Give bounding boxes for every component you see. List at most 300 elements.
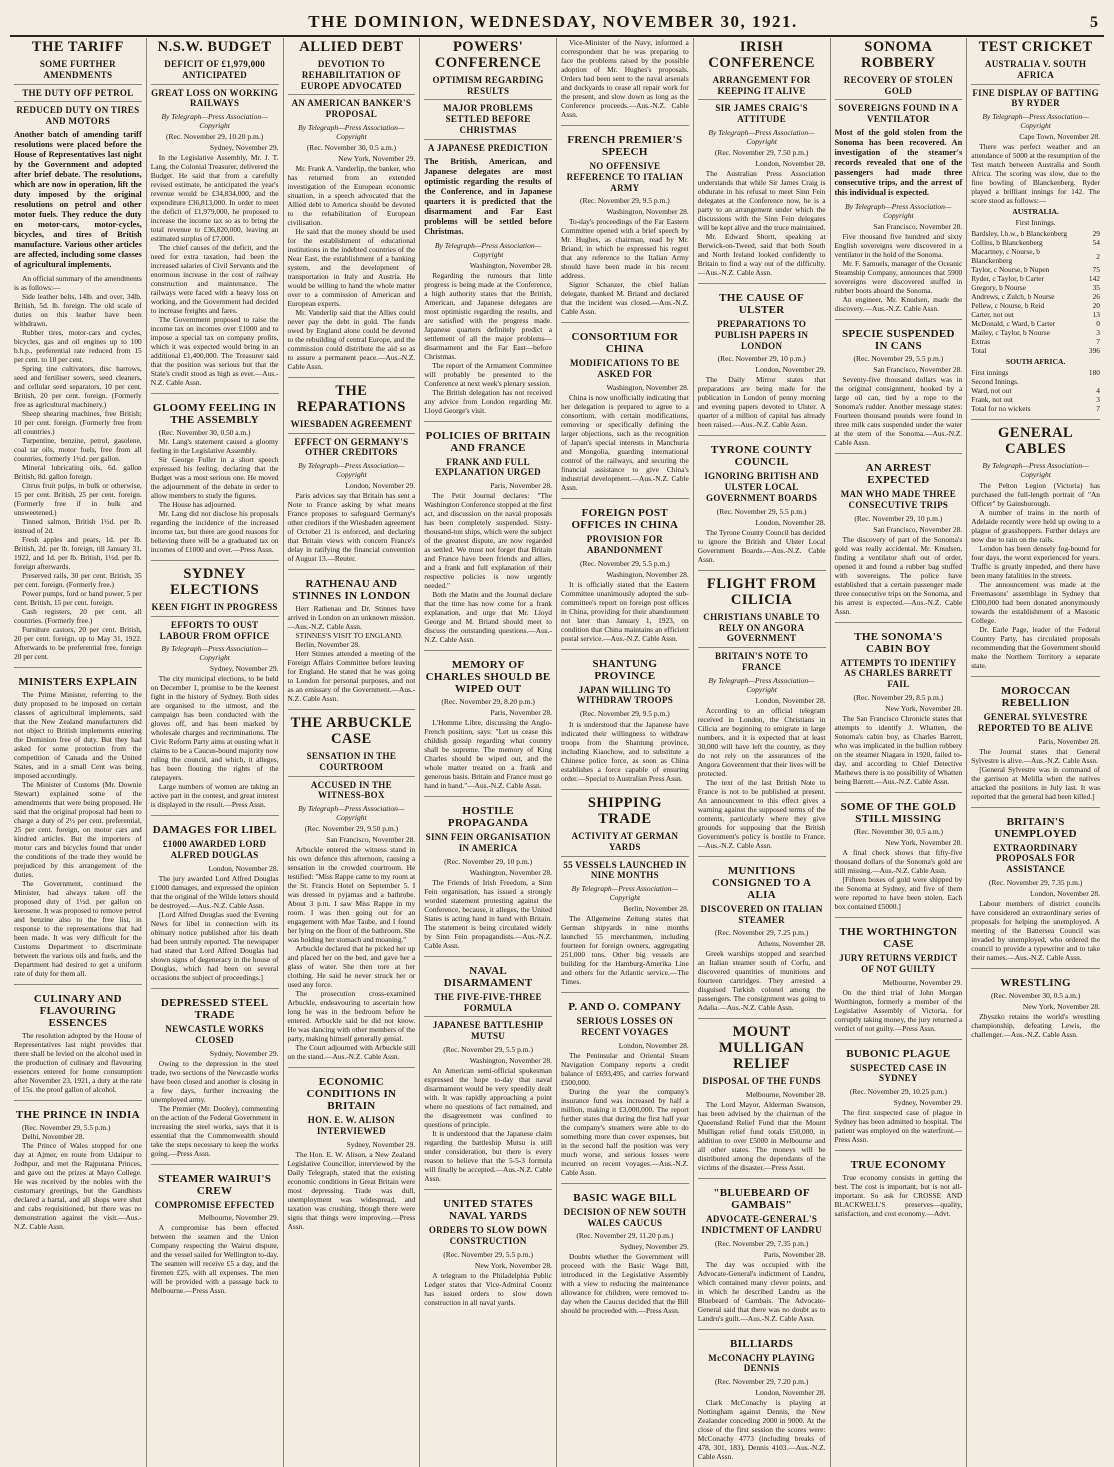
place-date: Paris, November 28. xyxy=(490,708,552,718)
sub-headline: SUSPECTED CASE IN SYDNEY xyxy=(850,1062,947,1084)
batsman: Ward, not out xyxy=(971,386,1012,396)
article-headline: CULINARY AND FLAVOURING ESSENCES xyxy=(33,992,122,1029)
body-paragraph: The report of the Armament Committee will probably be presented to the Conference at next week's plenary session. xyxy=(424,360,552,388)
body-paragraph: The day was occupied with the Advocate-General's indictment of Landru, which contained many clever points, and in which he described Landru as the Bluebeard of Gambais. The Advocate-General said that there was no doubt as to Landru's guilt.—Aus.-N.Z. Cable Assn. xyxy=(697,1259,826,1323)
place-date: Melbourne, November 28. xyxy=(745,1089,826,1099)
dateline: By Telegraph—Press Association—Copyright xyxy=(982,461,1089,479)
place-date: Sydney, November 29. xyxy=(346,1139,416,1149)
place-date: Sydney, November 29. xyxy=(209,1048,279,1058)
body-paragraph: Furniture castors, 20 per cent. British, 20 per cent. foreign, up to May 31, 1922. Afterwards to be preferential free, foreign 20 per cent. xyxy=(14,624,142,661)
received-time: (Rec. November 29, 9.5 p.m.) xyxy=(579,196,670,206)
body-paragraph: Vice-Minister of the Navy, informed a correspondent that he was preparing to face the problems raised by the possible adoption of Mr. Hughes's proposals. Orders had been sent to the naval arsenals and dockyards to cease all repair work for the present, and slow down as long as the Conference proceeds.—Aus.-N.Z. Cable Assn. xyxy=(561,38,689,119)
article xyxy=(971,419,1100,670)
score-row xyxy=(971,265,1100,274)
body-paragraph: Side leather belts, 14lb. and over, 34lb. British, 5d. lb. foreign. The old scale of duties on this leather have been withdrawn. xyxy=(14,291,142,328)
article xyxy=(971,968,1100,1039)
article-headline: POLICIES OF BRITAIN AND FRANCE xyxy=(425,429,551,454)
article-headline: FRENCH PREMIER'S SPEECH xyxy=(567,134,683,158)
article-headline: NAVAL DISARMAMENT xyxy=(443,964,533,989)
body-paragraph: The Minister of Customs (Mr. Downie Stewart) explained some of the amendments that were being proposed. He said that the original proposal had been to charge a duty of 2½ per cent. preferential, 25 per cent. foreign, on motor cars and kindred articles. But the importers of motor cars and bicycles found that under the conditions of the trade they would be prejudiced by this arrangement of the duties. xyxy=(14,779,142,879)
received-time: (Rec. November 29, 10 p.m.) xyxy=(444,856,533,866)
score-row xyxy=(971,386,1100,395)
article xyxy=(151,40,279,387)
received-time: (Rec. November 29, 10.20 p.m.) xyxy=(165,132,264,142)
article xyxy=(561,1183,689,1316)
article-headline: P. AND O. COMPANY xyxy=(568,1001,682,1014)
body-paragraph: The Peninsular and Oriental Steam Navigation Company reports a credit balance of £693,495, and carries forward £500,000. xyxy=(561,1050,689,1087)
article xyxy=(424,650,552,790)
runs: 180 xyxy=(1088,368,1100,378)
sub-headline: DISCOVERED ON ITALIAN STEAMER xyxy=(700,903,823,925)
article xyxy=(151,560,279,809)
article xyxy=(561,498,689,643)
place-date: Athens, November 28. xyxy=(757,939,826,949)
body-paragraph: It is understood that the Japanese claim regarding the battleship Mutsu is still under consideration, but there is every reason to believe that the 5-5-3 formula will finally be accepted.—Aus.-N.Z. Cable Assn. xyxy=(424,1129,552,1184)
place-date: London, November 28. xyxy=(755,517,826,527)
article-headline: TRUE ECONOMY xyxy=(850,1159,947,1172)
sub-headline: SIR JAMES CRAIG'S ATTITUDE xyxy=(698,99,826,125)
body-paragraph: [Fifteen boxes of gold were shipped by the Sonoma at Sydney, and five of them were reported to have been stolen. Each box contained £5000.] xyxy=(834,875,963,912)
body-paragraph: The Prime Minister, referring to the duty proposed to be imposed on certain classes of agricultural implements, said that the New Zealand manufacturers did not object to British implements entering the Dominion free of duty. But they had asked for some protection from the competition of Canada and the United States, and in a small Cent was being imposed accordingly. xyxy=(14,689,142,780)
article xyxy=(14,1100,142,1231)
body-paragraph: The discovery of part of the Sonoma's gold was really accidental. Mr. Knudsen, finding a ventilator shaft out of order, opened it and found a rubber bag stuffed with sovereigns. The police have established that a certain passenger made three consecutive trips on the Sonoma, and his arrest is expected.—Aus.-N.Z. Cable Assn. xyxy=(834,534,963,616)
body-paragraph: Signor Schanzer, the chief Italian delegate, thanked M. Briand and declared that the incident was closed.—Aus.-N.Z. Cable Assn. xyxy=(561,280,689,317)
sub-headline: SENSATION IN THE COURTROOM xyxy=(306,751,397,772)
received-time: (Rec. November 29, 7.20 p.m.) xyxy=(714,1377,809,1387)
received-time: (Rec. November 29, 10 p.m.) xyxy=(717,354,806,364)
sub-headline: ATTEMPTS TO IDENTIFY AS CHARLES BARRETT FAIL xyxy=(840,657,957,690)
runs: 26 xyxy=(1092,292,1100,302)
place-date: New York, November 28. xyxy=(885,704,963,714)
dateline: By Telegraph—Press Association—Copyright xyxy=(982,112,1089,131)
body-paragraph: Tinned salmon, British 1½d. per lb. instead of 2d. xyxy=(14,516,142,535)
body-paragraph: Arbuckle entered the witness stand in his own defence this afternoon, causing a sensation in the crowded courtroom. He testified: "Miss Rappe came to my room at the St. Francis Hotel on September 5. I was dressed in pyjamas and a bathrobe. About 3 p.m. I saw Miss Rappe in my room. I was then going out for an engagement with Mae Taube, and I found her lying on the floor of the bathroom. She was holding her stomach and moaning." xyxy=(287,845,416,945)
sub-headline: JAPAN WILLING TO WITHDRAW TROOPS xyxy=(576,684,674,706)
body-paragraph: The Friends of Irish Freedom, a Sinn Fein organisation, has issued a strongly worded statement protesting against the Conference, because, it alleges, the United States is acting hand in hand with Britain. The statement is being circulated widely by Sinn Fein propagandists.—Aus.-N.Z. Cable Assn. xyxy=(424,877,552,950)
article xyxy=(698,1329,826,1462)
body-paragraph: The Hon. E. W. Alison, a New Zealand Legislative Councillor, interviewed by the Daily Telegraph, stated that the existing economic conditions in Great Britain were most depressing. Trade was dull, unemployment was widespread, and taxation was crushing, though there were signs that things were improving.—Press Assn. xyxy=(287,1149,416,1231)
body-paragraph: Seventy-five thousand dollars was in the original consignment, hooked by a large oil can, tied by a rope to the Sonoma's rudder. Another message states: Fourteen thousand pounds were found in three milk cans suspended under the water at the stern of the Sonoma.—Aus.-N.Z. Cable Assn. xyxy=(834,375,963,448)
score-row xyxy=(971,301,1100,310)
place-date: London, November 28. xyxy=(618,1040,689,1050)
runs: 54 xyxy=(1092,238,1100,248)
body-paragraph: The San Francisco Chronicle states that attempts to identify J. Whatten, the Sonoma's cabin boy, as Charles Barrett, who was implicated in the bullion robbery on the steamer Niagara in 1920, failed to-day, and according to Chief Detective Mathews there is no possibility of Whatten being Barrett.—Aus.-N.Z. Cable Assn. xyxy=(834,714,963,787)
lead-paragraph: Another batch of amending tariff resolutions were placed before the House of Representatives last night by the Government and adopted after brief debate. The resolutions, which are now in operation, lift the duty imposed by the original resolutions on petrol and other motor fuels. They reduce the duty on motor-cars, motor-cycles, bicycles, and tires of British manufacture. Various other articles are affected, including some classes of agricultural implements. xyxy=(14,129,142,269)
runs: 35 xyxy=(1092,283,1100,293)
body-paragraph: The Australian Press Association understands that while Sir James Craig is obdurate in his refusal to meet Sinn Fein delegates at the Conference now, he is a party to an arrangement under which the discussions with the Sinn Fein delegates will be kept alive and the truce maintained. xyxy=(697,169,826,233)
dateline: By Telegraph—Press Association—Copyright xyxy=(161,644,268,663)
article xyxy=(151,988,279,1158)
body-paragraph: On the third trial of John Morgan Worthington, formerly a member of the Legislative Assembly of Victoria, for corruptly taking money, the jury returned a verdict of not guilty.—Press Assn. xyxy=(834,987,963,1033)
place-date: San Francisco, November 28. xyxy=(873,222,963,232)
body-paragraph: The Prince of Wales stopped for one day at Ajmer, en route from Udaipur to Jodhpur, and met the Rajputana Princes, and gave out the prizes at Mayo College. He was received by the nobles with the customary greetings, but the Gandhists declared a hartal, and all shops were shut and cabs requisitioned, but there was no demonstration against the visit.—Aus.-N.Z. Cable Assn. xyxy=(14,1140,142,1231)
received-time: (Rec. November 30, 0.5 a.m.) xyxy=(990,990,1081,1000)
article-headline: THE ARBUCKLE CASE xyxy=(290,715,413,748)
body-paragraph: Labour members of district councils have considered an extraordinary series of proposals for helping the unemployed. A meeting of the Battersea Council was invaded by unemployed, who ordered the council to provide a typewriter and to take their names.—Aus.-N.Z. Cable Assn. xyxy=(971,898,1100,962)
article xyxy=(698,1018,826,1172)
article xyxy=(971,40,1100,413)
body-paragraph: Mr. Lang did not disclose his proposals regarding the incidence of the increased income tax, but there are good reasons for believing there will be a graduated tax on incomes of £1000 and over.—Press Assn. xyxy=(150,509,279,555)
article xyxy=(561,789,689,986)
body-paragraph: An engineer, Mr. Knudsen, made the discovery.—Aus.-N.Z. Cable Assn. xyxy=(834,295,963,314)
place-date: Paris, November 28. xyxy=(1038,736,1100,746)
sub-headline: THE DUTY OFF PETROL xyxy=(14,84,142,99)
sub-headline: OPTIMISM REGARDING RESULTS xyxy=(432,74,544,96)
article-headline: DEPRESSED STEEL TRADE xyxy=(160,996,269,1021)
body-paragraph: The jury awarded Lord Alfred Douglas £1000 damages, and expressed the opinion that the original of the Wilde letters should be destroyed.—Aus.-N.Z. Cable Assn. xyxy=(150,873,279,910)
place-date: Washington, November 28. xyxy=(469,260,552,270)
article xyxy=(424,40,552,415)
article-headline: THE REPARATIONS xyxy=(296,382,406,415)
body-paragraph: The Tyrone County Council has decided to ignore the British and Ulster Local Government Boards.—Aus.-N.Z. Cable Assn. xyxy=(697,527,826,564)
article xyxy=(835,319,963,447)
article-headline: SHIPPING TRADE xyxy=(587,795,662,828)
place-date: London, November 28. xyxy=(1030,888,1100,898)
received-time: (Rec. November 29, 10.25 p.m.) xyxy=(849,1087,948,1097)
batsman: Pellew, c Nourse, b Reid xyxy=(971,301,1045,311)
article xyxy=(288,40,416,371)
score-row xyxy=(971,377,1100,386)
article-headline: THE WORTHINGTON CASE xyxy=(839,926,958,951)
received-time: (Rec. November 29, 7.25 p.m.) xyxy=(714,928,809,938)
place-date: San Francisco, November 28. xyxy=(873,365,963,375)
sub-headline: DISPOSAL OF THE FUNDS xyxy=(702,1076,821,1087)
place-date: London, November 28. xyxy=(755,1388,826,1398)
body-paragraph: Mr. Frank A. Vanderlip, the banker, who has returned from an extended investigation of the European economic situation, in a speech advocated that the Allied debt to America should be devoted to the rehabilitation of European civilisation. xyxy=(287,163,416,227)
runs: 4 xyxy=(1096,386,1100,396)
body-paragraph: Sheep shearing machines, free British; 10 per cent. foreign. (Formerly free from all countries.) xyxy=(14,408,142,436)
scoreboard-table xyxy=(971,368,1100,413)
score-row xyxy=(971,346,1100,355)
scoreboard-team: SOUTH AFRICA. xyxy=(1005,357,1066,367)
score-row xyxy=(971,238,1100,247)
body-paragraph: A number of trains in the north of Adelaide recently were held up owing to a plague of grasshoppers. Further delays are now due to rain on the rails. xyxy=(971,508,1100,544)
score-row xyxy=(971,310,1100,319)
sub-headline: SOVEREIGNS FOUND IN A VENTILATOR xyxy=(835,99,963,125)
body-paragraph: London has been densely fog-bound for four days, the worst experienced for years. Traffic is greatly impeded, and there have been many fatalities in the streets. xyxy=(971,544,1100,580)
article xyxy=(424,956,552,1183)
sub-headline: ACCUSED IN THE WITNESS-BOX xyxy=(288,776,416,802)
body-paragraph: The British delegation has not received any advice from London regarding Mr. Lloyd George's visit. xyxy=(424,387,552,415)
article-headline: FLIGHT FROM CILICIA xyxy=(706,575,817,608)
batsman: Second Innings. xyxy=(971,377,1019,387)
article-headline: TEST CRICKET xyxy=(978,39,1093,55)
article xyxy=(424,1189,552,1307)
runs: 7 xyxy=(1096,404,1100,414)
body-paragraph: Rubber tires, motor-cars and cycles, bicycles, gas and oil engines up to 100 b.h.p., preferential rate reduced from 15 per cent. to 10 per cent. xyxy=(14,327,142,364)
dateline: By Telegraph—Press Association—Copyright xyxy=(298,122,405,141)
received-time: (Rec. November 29, 7.50 p.m.) xyxy=(714,148,809,158)
body-paragraph: In the Legislative Assembly, Mr. J. T. Lang, the Colonial Treasurer, delivered the Budget. He said that from a carefully revised estimate, he anticipated the year's revenue would be £34,834,000, and the expenditure £36,813,000. In order to meet the deficit of £1,979,000, he proposed to increase the income tax so as to bring the total revenue to £36,820,000, leaving an estimated surplus of £7,000. xyxy=(150,153,279,244)
article xyxy=(835,1150,963,1218)
body-paragraph: L'Homme Libre, discussing the Anglo-French position, says: "Let us cease this childish gossip regarding what country shall be supreme. The memory of King Charles should be wiped out, and the whole matter treated on a frank and generous basis. Britain and France must go hand in hand."—Aus.-N.Z. Cable Assn. xyxy=(424,718,552,791)
batsman: Total xyxy=(971,346,987,356)
body-paragraph: (Rec. November 29, 5.5 p.m.) xyxy=(22,1122,111,1132)
body-paragraph: The resolution adopted by the House of Representatives last night provides that there shall be levied on the alcohol used in the production of culinary and flavouring essences entered for home consumption after November 23, 1921, a duty at the rate of 15s. the proof gallon of alcohol. xyxy=(14,1030,142,1094)
received-time: (Rec. November 29, 9.5 p.m.) xyxy=(579,709,670,719)
article xyxy=(835,1039,963,1145)
received-time: (Rec. November 29, 7.35 p.m.) xyxy=(988,877,1083,887)
received-time: (Rec. November 30, 0.5 a.m.) xyxy=(306,142,397,152)
article-headline: SPECIE SUSPENDED IN CANS xyxy=(842,328,955,353)
sub-headline: McCONACHY PLAYING DENNIS xyxy=(708,1352,815,1374)
received-time: (Rec. November 29, 8.5 p.m.) xyxy=(853,693,944,703)
sub-headline: ORDERS TO SLOW DOWN CONSTRUCTION xyxy=(428,1225,548,1246)
place-date: Washington, November 28. xyxy=(606,569,689,579)
runs: 20 xyxy=(1092,301,1100,311)
sub-headline: MODIFICATIONS TO BE ASKED FOR xyxy=(570,358,680,380)
article-headline: MOUNT MULLIGAN RELIEF xyxy=(718,1024,805,1073)
article-headline: CONSORTIUM FOR CHINA xyxy=(571,331,679,356)
runs: 142 xyxy=(1088,274,1100,284)
body-paragraph: China is now unofficially indicating that her delegation is prepared to agree to a consortium, with certain modifications, removing or specifically defining the larger objections, such as the recognition of Japan's special interests in Manchuria and Mongolia, guarding international control of the railways, and securing the financial assistance to give China's industrial development.—Aus.-N.Z. Cable Assn. xyxy=(561,392,689,492)
runs: 13 xyxy=(1092,310,1100,320)
body-paragraph: Mr. Edward Shortt, speaking at Berwick-on-Tweed, said that both South and North Ireland looked confidently to Britain to find a way out of the difficulty.—Aus.-N.Z. Cable Assn. xyxy=(697,232,826,278)
column-3 xyxy=(284,38,421,1467)
page-number: 5 xyxy=(1089,14,1098,31)
score-row xyxy=(971,395,1100,404)
body-paragraph: During the year the company's insurance fund was increased by half a million, making it £3,000,000. The report further states that during the first half year the company's steamers were able to do something more than cover expenses, but in the second half the position was very much worse, and serious losses were incurred on recent voyages.—Aus.-N.Z. Cable Assn. xyxy=(561,1086,689,1177)
body-paragraph: The Journal states that General Sylvestre is alive.—Aus.-N.Z. Cable Assn. xyxy=(971,746,1100,765)
sub-headline: DEVOTION TO REHABILITATION OF EUROPE ADVOCATED xyxy=(300,58,402,91)
body-paragraph: Five thousand five hundred and sixty English sovereigns were discovered in a ventilator in the hold of the Sonoma. xyxy=(834,232,963,260)
article-headline: ALLIED DEBT xyxy=(299,39,404,55)
article xyxy=(835,622,963,786)
place-date: New York, November 29. xyxy=(338,153,416,163)
article xyxy=(151,1164,279,1296)
received-time: (Rec. November 29, 5.5 p.m.) xyxy=(443,1249,534,1259)
sub-headline: NEWCASTLE WORKS CLOSED xyxy=(165,1023,264,1045)
newspaper-columns xyxy=(10,38,1104,1462)
dateline: By Telegraph—Press Association—Copyright xyxy=(708,675,815,694)
received-time: (Rec. November 29, 8.20 p.m.) xyxy=(441,697,535,707)
sub-headline: ACTIVITY AT GERMAN YARDS xyxy=(571,831,679,852)
column-2 xyxy=(147,38,284,1467)
body-paragraph: It is understood that the Japanese have indicated their willingness to withdraw troops from the Shantung province, including Kiaochow, and to substitute a Chinese police force, as soon as China establishes a force capable of ensuring order.—Special to Australian Press Assn. xyxy=(561,720,689,784)
body-paragraph: The Premier (Mr. Dooley), commenting on the action of the Federal Government in increasing the steel works, says that it is essential that the Commonwealth should take the steps necessary to keep the works going.—Press Assn. xyxy=(150,1103,279,1158)
article-headline: BUBONIC PLAGUE xyxy=(846,1047,951,1060)
body-paragraph: It is officially stated that the Eastern Committee unanimously adopted the sub-committee's report on foreign post offices in China, providing for their abandonment not later than January 1, 1923, on condition that China maintains an efficient postal service.—Aus.-N.Z. Cable Assn. xyxy=(561,579,689,643)
dateline: By Telegraph—Press Association—Copyright xyxy=(845,202,952,221)
received-time: (Rec. November 29, 7.35 p.m.) xyxy=(714,1238,809,1248)
batsman: Extras xyxy=(971,337,991,347)
batsman: Macartney, c Nourse, b Blanckenberg xyxy=(971,247,1040,266)
column-1 xyxy=(10,38,147,1467)
sub-headline: GREAT LOSS ON WORKING RAILWAYS xyxy=(151,84,279,110)
body-paragraph: According to an official telegram received in London, the Christians in Cilicia are beginning to emigrate in large numbers, and it is expected that at least 30,000 will have left the country, as they do not rely on the assurances of the Angora Government that their lives will be protected. xyxy=(697,705,826,778)
score-row xyxy=(971,328,1100,337)
runs: 2 xyxy=(1096,251,1100,261)
body-paragraph: The House has adjourned. xyxy=(158,500,236,510)
article xyxy=(288,377,416,563)
sub-headline: FRANK AND FULL EXPLANATION URGED xyxy=(435,456,541,478)
sub-headline: SERIOUS LOSSES ON RECENT VOYAGES xyxy=(576,1016,674,1038)
score-row xyxy=(971,292,1100,301)
batsman: Gregory, b Nourse xyxy=(971,283,1026,293)
article xyxy=(971,676,1100,801)
article-headline: MINISTERS EXPLAIN xyxy=(18,675,138,688)
lead-paragraph: Most of the gold stolen from the Sonoma has been recovered. An investigation of the steamer's records revealed that one of the passengers had made three consecutive trips, and the arrest of this individual is expected. xyxy=(834,128,963,198)
column-4 xyxy=(420,38,557,1467)
place-date: Washington, November 28. xyxy=(606,207,689,217)
sub-headline: WIESBADEN AGREEMENT xyxy=(290,418,413,429)
article xyxy=(698,1178,826,1323)
place-date: London, November 28. xyxy=(208,863,279,873)
score-row xyxy=(971,247,1100,265)
column-5 xyxy=(557,38,694,1467)
runs: 0 xyxy=(1096,319,1100,329)
article-headline: MUNITIONS CONSIGNED TO A ALIA xyxy=(712,864,812,901)
body-paragraph: The Petit Journal declares: "The Washington Conference stopped at the first act, and discussion on the naval proposals has been completely suspended. Sixty-thousand-ton ships, which were the subject of the greatest dispute, are now regarded as settled. We must not forget that Britain and France have been friends and allies, and a frank and full explanation of their respective policies is now urgently needed." xyxy=(424,491,552,591)
sub-headline: AUSTRALIA V. SOUTH AFRICA xyxy=(984,58,1087,80)
body-paragraph: STINNES'S VISIT TO ENGLAND. xyxy=(295,631,403,641)
sub-headline: PROVISION FOR ABANDONMENT xyxy=(586,533,663,555)
place-date: Paris, November 28. xyxy=(490,481,552,491)
batsman: Bardsley, l.b.w., b Blanckenberg xyxy=(971,229,1068,239)
body-paragraph: Citrus fruit pulps, in bulk or otherwise, 15 per cent. British, 25 per cent. foreign. (Formerly free if in bulk and unsweetened.) xyxy=(14,480,142,517)
article xyxy=(14,40,142,661)
article xyxy=(151,393,279,554)
sub-headline: CHRISTIANS UNABLE TO RELY ON ANGORA GOVERNMENT xyxy=(703,611,820,644)
score-row xyxy=(971,337,1100,346)
runs: 7 xyxy=(1096,337,1100,347)
sub-headline: JAPANESE BATTLESHIP MUTSU xyxy=(424,1016,552,1042)
batsman: McDonald, c Ward, b Carter xyxy=(971,319,1056,329)
sub-headline: HON. E. W. ALISON INTERVIEWED xyxy=(307,1115,395,1137)
sub-headline: JURY RETURNS VERDICT OF NOT GUILTY xyxy=(839,953,958,974)
sub-headline: MAJOR PROBLEMS SETTLED BEFORE CHRISTMAS xyxy=(424,99,552,135)
article xyxy=(698,40,826,277)
article xyxy=(288,569,416,703)
body-paragraph: [General Sylvestre was in command of the garrison at Melilla when the natives attacked the positions in July last. It was reported that the general had been killed.] xyxy=(971,764,1100,801)
article-headline: BRITAIN'S UNEMPLOYED xyxy=(994,815,1077,840)
article-headline: BASIC WAGE BILL xyxy=(573,1191,677,1204)
article-headline: SYDNEY ELECTIONS xyxy=(170,566,260,599)
batsman: Carter, not out xyxy=(971,310,1014,320)
article-headline: POWERS' CONFERENCE xyxy=(434,39,542,71)
batsman: Total for no wickets xyxy=(971,404,1031,414)
dateline: By Telegraph—Press Association—Copyright xyxy=(434,240,542,259)
place-date: Sydney, November 29. xyxy=(209,143,279,153)
body-paragraph: Fresh apples and pears, 1d. per lb. British, 2d. per lb. foreign, till January 31, 1922, and 1d. per lb. British, 1½d. per lb. foreign afterwards. xyxy=(14,534,142,571)
article xyxy=(561,38,689,119)
article xyxy=(424,796,552,950)
article xyxy=(14,667,142,978)
place-date: New York, November 28. xyxy=(885,838,963,848)
received-time: (Rec. November 29, 9.50 p.m.) xyxy=(304,824,399,834)
place-date: Berlin, November 28. xyxy=(623,904,689,914)
article-headline: MOROCCAN REBELLION xyxy=(1000,685,1071,709)
body-paragraph: Sir George Fuller in a short speech expressed his feeling, declaring that the Budget was a most serious one. He moved the adjournment of the debate in order to allow members to study the figures. xyxy=(150,455,279,501)
article-headline: MEMORY OF CHARLES SHOULD BE WIPED OUT xyxy=(425,659,551,696)
body-paragraph: Greek warships stopped and searched an Italian steamer south of Corfu, and discovered quantities of munitions and fourteen cartridges. They arrested a disguised Turkish colonel among the passengers. The consignment was going to Adalia.—Aus.-N.Z. Cable Assn. xyxy=(697,949,826,1013)
article-headline: UNITED STATES NAVAL YARDS xyxy=(443,1198,534,1223)
article-headline: SOME OF THE GOLD STILL MISSING xyxy=(840,801,957,826)
body-paragraph: The Allgemeine Zeitung states that German shipyards in nine months launched 55 merchantmen, including fourteen for foreign owners, aggregating 251,000 tons. Other big vessels are building for the Hamburg-Amerika Line and others for the Atlantic service.—The Times. xyxy=(561,914,689,987)
batsman: Collins, b Blanckenberg xyxy=(971,238,1043,248)
body-paragraph: To-day's proceedings of the Far Eastern Committee opened with a brief speech by Mr. Hughes, as chairman, read by Mr. Briand, in which he expressed his regret that any reference to the Italian Army should have been made in his recent address. xyxy=(561,217,689,281)
article xyxy=(288,1067,416,1231)
body-paragraph: [Lord Alfred Douglas sued the Evening News for libel in connection with its obituary notice published after his death had been untruly reported. The newspaper had stated that Lord Alfred Douglas had shown signs of degeneracy in the house of Douglas, which had been on several occasions the subject of proceedings.] xyxy=(150,909,279,982)
article-headline: STEAMER WAIRUI'S CREW xyxy=(158,1172,272,1197)
score-row xyxy=(971,404,1100,413)
received-time: (Rec. November 30, 0.5 a.m.) xyxy=(853,827,944,837)
sub-headline: THE FIVE-FIVE-THREE FORMULA xyxy=(434,991,542,1013)
article-headline: THE PRINCE IN INDIA xyxy=(15,1108,140,1121)
article xyxy=(835,792,963,911)
sub-headline: IGNORING BRITISH AND ULSTER LOCAL GOVERNMENT BOARDS xyxy=(704,471,819,504)
body-paragraph: Arbuckle declared that he picked her up and placed her on the bed, and gave her a glass of water. She then tore at her clothing. He said he never struck her or used any force. xyxy=(287,944,416,990)
body-paragraph: A telegram to the Philadelphia Public Ledger states that Vice-Admiral Coontz has issued orders to slow down construction in all naval yards. xyxy=(424,1270,552,1307)
body-paragraph: Regarding the rumours that little progress is being made at the Conference, a high authority states that the British, American, and Japanese delegates are most optimistic regarding the results, and are satisfied with the progress made. Japanese quarters definitely predict a settlement of all the major problems—disarmament and the Far East—before Christmas. xyxy=(424,270,552,361)
body-paragraph: Paris advices say that Britain has sent a Note to France asking by what means France proposes to safeguard Germany's other creditors if the Wiesbaden agreement of October 21 is enforced, and declaring that Britain views with concern France's delay in ratifying the financial convention of August 13.—Reuter. xyxy=(287,491,416,564)
place-date: Washington, November 28. xyxy=(469,867,552,877)
dateline: By Telegraph—Press Association—Copyright xyxy=(298,804,405,823)
body-paragraph: A final check shows that fifty-five thousand dollars of the Sonoma's gold are still missing.—Aus.-N.Z. Cable Assn. xyxy=(834,848,963,876)
body-paragraph: Owing to the depression in the steel trade, two sections of the Newcastle works have been closed and another is closing in a few days, further increasing the unemployed army. xyxy=(150,1058,279,1104)
article-headline: SHANTUNG PROVINCE xyxy=(592,657,658,682)
body-paragraph: Spring tine cultivators, disc harrows, seed and fertiliser sowers, seed cleaners, and cellular seed separators, 10 per cent. British, 20 per cent. foreign. (Formerly free as agricultural machinery.) xyxy=(14,363,142,409)
sub-headline: GENERAL SYLVESTRE REPORTED TO BE ALIVE xyxy=(978,712,1094,733)
article xyxy=(424,421,552,645)
place-date: Washington, November 28. xyxy=(469,1056,552,1066)
score-row xyxy=(971,319,1100,328)
score-row xyxy=(971,229,1100,238)
body-paragraph: Herr Rathenau and Dr. Stinnes have arrived in London on an unknown mission.—Aus.-N.Z. Cable Assn. xyxy=(287,604,416,632)
sub-headline: EXTRAORDINARY PROPOSALS FOR ASSISTANCE xyxy=(993,842,1078,875)
received-time: (Rec. November 29, 5.5 p.m.) xyxy=(443,1045,534,1055)
runs xyxy=(1078,377,1100,386)
article xyxy=(698,856,826,1013)
dateline: By Telegraph—Press Association—Copyright xyxy=(571,884,679,903)
article-headline: SONOMA ROBBERY xyxy=(861,39,936,71)
article xyxy=(561,992,689,1177)
article xyxy=(835,917,963,1033)
body-paragraph: Both the Matin and the Journal declare that the time has now come for a frank explanation, and urge that Mr. Lloyd George and M. Briand should meet to discuss the outstanding questions.—Aus.-N.Z. Cable Assn. xyxy=(424,590,552,645)
place-date: Sydney, November 29. xyxy=(893,1098,963,1108)
received-time: (Rec. November 29, 5.5 p.m.) xyxy=(716,506,807,516)
sub-headline: MAN WHO MADE THREE CONSECUTIVE TRIPS xyxy=(840,489,957,510)
sub-headline: NO OFFENSIVE REFERENCE TO ITALIAN ARMY xyxy=(566,161,684,193)
body-paragraph: The Government proposed to raise the income tax on incomes over £1000 and to impose a special tax on company profits, which it was expected would bring in an additional £1,400,000. The Treasurer said that the position was serious but that the State's credit stood as high as ever.—Aus.-N.Z. Cable Assn. xyxy=(150,315,279,388)
scoreboard-team: AUSTRALIA. xyxy=(1012,207,1059,217)
article xyxy=(151,815,279,982)
batsman: Frank, not out xyxy=(971,395,1013,405)
lead-paragraph: The British, American, and Japanese delegates are most optimistic regarding the results of the Conference, and in Japanese quarters it is predicted that the disarmament and Far East problems will be settled before Christmas. xyxy=(424,156,552,236)
place-date: Sydney, November 29. xyxy=(620,1242,689,1252)
batsman: Ryder, c Taylor, b Carter xyxy=(971,274,1044,284)
body-paragraph: Berlin, November 28. xyxy=(295,640,360,650)
place-date: New York, November 28. xyxy=(1022,1001,1100,1011)
dateline: By Telegraph—Press Association—Copyright xyxy=(298,461,405,480)
place-date: Melbourne, November 29. xyxy=(882,977,963,987)
dateline: By Telegraph—Press Association—Copyright xyxy=(161,112,268,131)
sub-headline: EFFECT ON GERMANY'S OTHER CREDITORS xyxy=(288,433,416,459)
place-date: San Francisco, November 28. xyxy=(873,524,963,534)
article-headline: THE TARIFF xyxy=(31,39,124,55)
received-time: (Rec. November 29, 11.20 p.m.) xyxy=(576,1231,674,1241)
batsman: First innings xyxy=(971,368,1009,378)
score-row xyxy=(971,283,1100,292)
article xyxy=(835,40,963,313)
article-headline: THE SONOMA'S CABIN BOY xyxy=(854,630,943,655)
sub-headline: DECISION OF NEW SOUTH WALES CAUCUS xyxy=(563,1206,687,1228)
scoreboard-table xyxy=(971,229,1100,355)
body-paragraph: Zbyszko retains the world's wrestling championship, defeating Lewis, the challenger.—Aus.-N.Z. Cable Assn. xyxy=(971,1011,1100,1039)
place-date: Washington, November 28. xyxy=(606,382,689,392)
column-7 xyxy=(831,38,968,1467)
body-paragraph: He said that the money should be used for the establishment of educational institutions in the indebted countries of the Near East, the establishment of a banking system, and the development of transportation in Italy and Austria. He would be willing to hand the whole matter over to a commission of American and European experts. xyxy=(287,226,416,308)
